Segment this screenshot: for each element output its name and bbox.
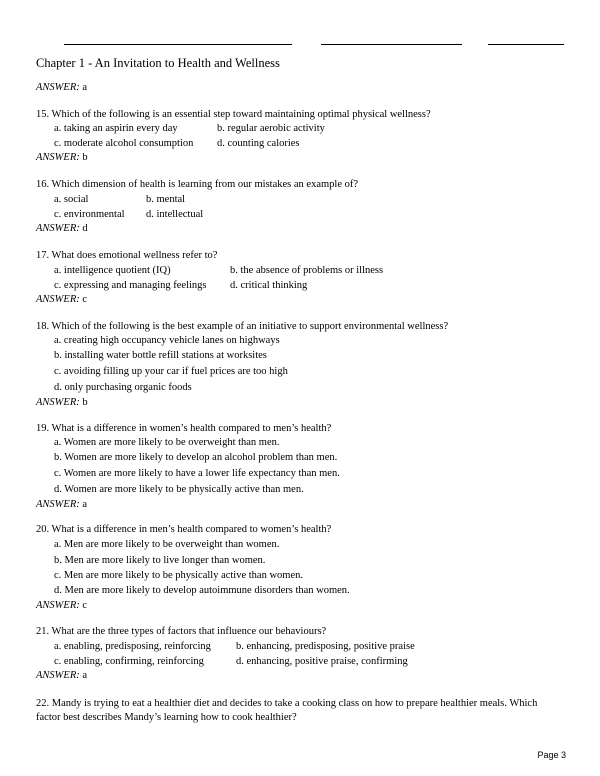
answer-option: c. moderate alcohol consumption [54,138,194,149]
page-number: Page 3 [537,750,566,760]
question-stem: 18. Which of the following is the best example of an initiative to support environmental wellness? [36,321,449,332]
name-line [64,44,292,45]
class-line [321,44,462,45]
date-line [488,44,564,45]
answer-line: ANSWER: d [36,223,88,234]
question-stem: 15. Which of the following is an essential step toward maintaining optimal physical wellness? [36,109,431,120]
answer-option: d. enhancing, positive praise, confirming [236,656,408,667]
answer-line: ANSWER: a [36,499,88,510]
answer-option: a. Men are more likely to be overweight than women. [54,539,280,550]
answer-line: ANSWER: b [36,397,88,408]
answer-option: d. intellectual [146,209,204,220]
chapter-title: Chapter 1 - An Invitation to Health and Wellness [36,56,280,70]
answer-option: a. Women are more likely to be overweight than men. [54,437,280,448]
answer-line: ANSWER: b [36,152,88,163]
answer-line: ANSWER: a [36,82,88,93]
answer-option: c. Women are more likely to have a lower life expectancy than men. [54,468,340,479]
question-stem: 17. What does emotional wellness refer to? [36,250,218,261]
answer-line: ANSWER: c [36,294,88,305]
answer-option: a. social [54,194,89,205]
answer-option: c. avoiding filling up your car if fuel prices are too high [54,366,288,377]
answer-option: c. Men are more likely to be physically active than women. [54,570,304,581]
answer-line: ANSWER: a [36,670,88,681]
question-stem: 22. Mandy is trying to eat a healthier diet and decides to take a cooking class on how to prepare healthier meals. Which factor best describes Mandy’s learning how to cook healthier? [36,698,538,723]
answer-option: b. mental [146,194,186,205]
answer-option: d. Men are more likely to develop autoimmune disorders than women. [54,585,350,596]
answer-option: b. enhancing, predisposing, positive praise [236,641,415,652]
answer-option: a. intelligence quotient (IQ) [54,265,171,276]
answer-option: a. taking an aspirin every day [54,123,178,134]
answer-option: b. regular aerobic activity [217,123,325,134]
answer-option: b. the absence of problems or illness [230,265,384,276]
question-stem: 19. What is a difference in women’s health compared to men’s health? [36,423,332,434]
question-stem: 16. Which dimension of health is learning from our mistakes an example of? [36,179,359,190]
question-stem: 20. What is a difference in men’s health compared to women’s health? [36,524,332,535]
question-stem: 21. What are the three types of factors that influence our behaviours? [36,626,327,637]
answer-option: d. counting calories [217,138,300,149]
answer-option: b. Women are more likely to develop an alcohol problem than men. [54,452,338,463]
answer-option: c. enabling, confirming, reinforcing [54,656,204,667]
answer-line: ANSWER: c [36,600,88,611]
answer-option: b. installing water bottle refill stations at worksites [54,350,267,361]
answer-option: b. Men are more likely to live longer than women. [54,555,266,566]
answer-option: a. enabling, predisposing, reinforcing [54,641,211,652]
answer-option: d. only purchasing organic foods [54,382,192,393]
answer-option: a. creating high occupancy vehicle lanes on highways [54,335,280,346]
answer-option: d. Women are more likely to be physically active than men. [54,484,304,495]
answer-option: d. critical thinking [230,280,308,291]
answer-option: c. expressing and managing feelings [54,280,207,291]
answer-option: c. environmental [54,209,125,220]
